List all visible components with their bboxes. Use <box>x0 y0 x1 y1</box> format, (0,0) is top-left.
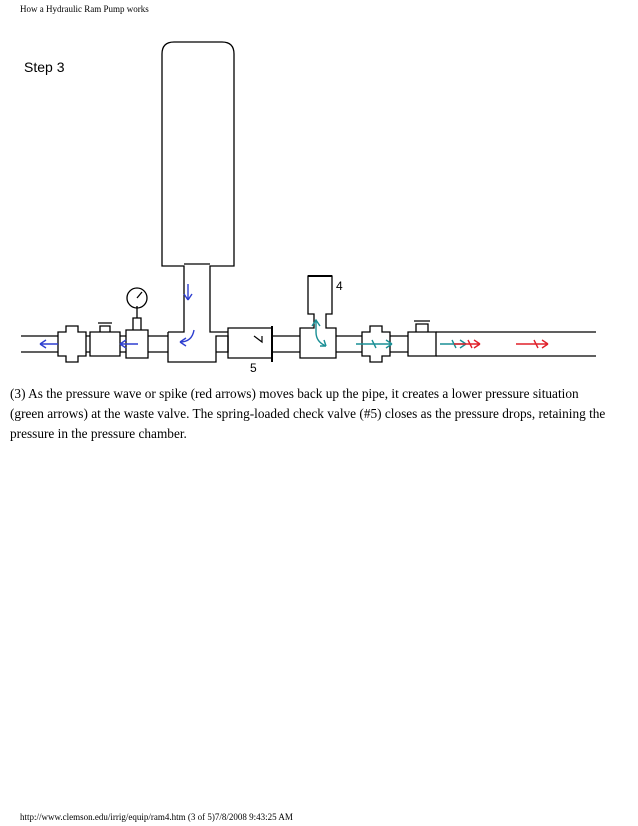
step-label: Step 3 <box>24 59 65 75</box>
red-arrow-1 <box>454 340 480 348</box>
red-arrow-2 <box>516 340 548 348</box>
waste-valve-4 <box>300 276 336 358</box>
caption: (3) As the pressure wave or spike (red arrows) moves back up the pipe, it creates a lower pressure situation (green arrows) at the waste valve. The spring-loaded check valve (#5) closes as the pressure drops, retaining the pressure in the pressure chamber. <box>10 386 606 441</box>
pressure-chamber <box>162 42 234 362</box>
page-header: How a Hydraulic Ram Pump works <box>20 4 149 14</box>
label-4: 4 <box>336 279 343 293</box>
check-valve-flap-icon <box>254 336 262 342</box>
gate-valve-left <box>90 323 120 356</box>
pressure-gauge <box>126 306 148 358</box>
page-footer: http://www.clemson.edu/irrig/equip/ram4.htm (3 of 5)7/8/2008 9:43:25 AM <box>20 812 293 822</box>
ram-pump-diagram <box>16 36 616 376</box>
blue-arrow-chamber <box>184 284 192 300</box>
label-5: 5 <box>250 361 257 375</box>
union-fitting-left <box>58 326 86 362</box>
check-valve-5 <box>228 328 272 358</box>
blue-arrow-gauge <box>120 340 138 348</box>
teal-arrow-waste-valve <box>312 320 326 346</box>
gate-valve-right <box>408 321 436 356</box>
blue-arrow-inlet <box>40 340 58 348</box>
